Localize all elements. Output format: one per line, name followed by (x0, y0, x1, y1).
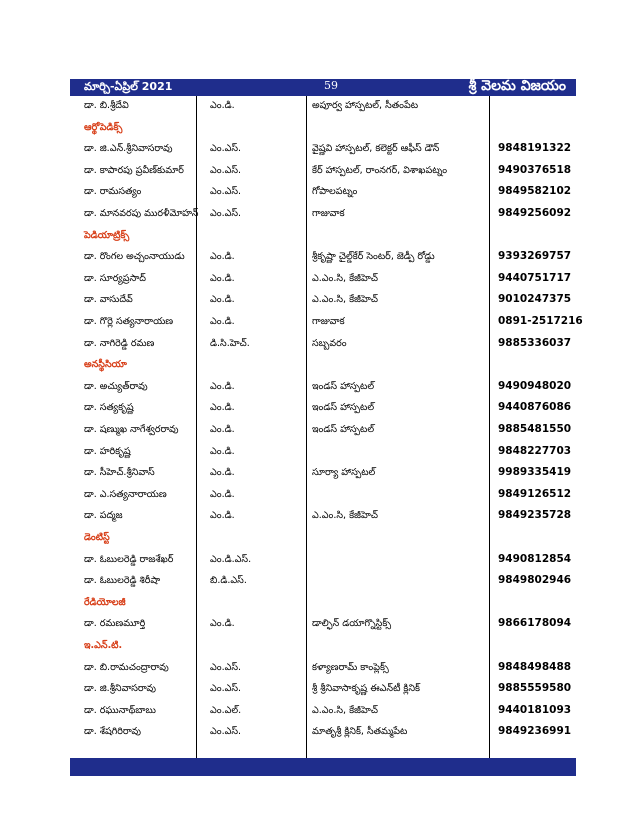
table-row (70, 679, 576, 701)
doctor-hospital: ఎ.ఎం.సి, కేజీహెచ్ (312, 294, 379, 306)
doctor-name: డా. రామసత్యం (84, 186, 142, 198)
doctor-phone: 9849126512 (498, 487, 572, 500)
doctor-name: డా. సత్యకృష్ణ (84, 402, 134, 414)
doctor-degree: ఎం.డి. (210, 272, 235, 284)
doctor-phone: 9849802946 (498, 574, 572, 587)
doctor-degree: ఎం.ఎస్. (210, 726, 242, 738)
doctor-name: డా. రొంగల అచ్చంనాయుడు (84, 251, 185, 263)
doctor-phone: 9866178094 (498, 617, 572, 630)
table-row (70, 722, 576, 744)
doctor-degree: ఎం.డి. (210, 316, 235, 327)
doctor-phone: 9849582102 (498, 185, 572, 198)
doctor-hospital: శ్రీకృష్ణా చైల్డ్‌కేర్ సెంటర్, జెడ్పీ రోడ్డు (312, 251, 435, 263)
doctor-phone: 9848191322 (498, 142, 572, 155)
doctor-hospital: మాతృశ్రీ క్లినిక్, సీతమ్మపేట (312, 726, 408, 738)
doctor-hospital: ఎ.ఎం.సి, కేజీహెచ్ (312, 272, 379, 284)
doctor-name: డా. బి.రామచంద్రారావు (84, 661, 169, 673)
doctor-name: డా. రమణమూర్తి (84, 618, 146, 630)
table-row (70, 334, 576, 356)
doctor-degree: ఎం.ఎస్. (210, 208, 242, 219)
table-row (70, 398, 576, 420)
magazine-title: శ్రీ వెలమ విజయం (468, 78, 566, 94)
doctor-degree: ఎం.డి. (210, 251, 235, 263)
table-row (70, 420, 576, 442)
table-row (70, 571, 576, 593)
section-title: రేడియోలజీ (84, 596, 126, 608)
doctor-phone: 9885481550 (498, 423, 572, 435)
table-row (70, 506, 576, 528)
doctor-degree: డి.సి.హెచ్. (210, 337, 250, 349)
doctor-phone: 9849236991 (498, 725, 572, 738)
doctor-hospital: సబ్బవరం (312, 337, 347, 349)
doctor-degree: ఎం.డి. (210, 618, 235, 630)
doctor-name: డా. పద్మజ (84, 510, 123, 522)
doctor-phone: 9490812854 (498, 552, 572, 565)
page-number: 59 (324, 79, 338, 92)
table-row (70, 139, 576, 161)
table-row (70, 614, 576, 636)
doctor-hospital: సూర్యా హాస్పటల్ (312, 467, 376, 479)
section-heading-row (70, 636, 576, 658)
doctor-degree: ఎం.ఎస్. (210, 683, 242, 695)
doctor-name: డా. మానవరపు మురళీమోహన్ (84, 208, 199, 219)
doctor-name: డా. జి.శ్రీనివాసరావు (84, 683, 157, 695)
doctor-degree: ఎం.డి. (210, 488, 235, 500)
doctor-degree: బి.డి.ఎస్. (210, 575, 247, 587)
doctor-name: డా. గొర్లె సత్యనారాయణ (84, 316, 174, 327)
doctor-name: డా. షణ్ముఖ నాగేశ్వరరావు (84, 424, 179, 435)
doctor-hospital: డాల్ఫిన్ డయాగ్నొస్టిక్స్ (312, 618, 392, 630)
table-row (70, 463, 576, 485)
doctor-name: డా. కాపారపు ప్రవీణ్‌కుమార్ (84, 164, 184, 176)
doctor-phone: 9393269757 (498, 250, 572, 263)
section-title: ఇ.ఎన్.టి. (84, 640, 123, 651)
doctor-phone: 9440751717 (498, 271, 572, 284)
doctor-phone: 9490948020 (498, 379, 572, 392)
table-row (70, 247, 576, 269)
doctor-hospital: కళ్యాణరామ్ కాంప్లెక్స్ (312, 661, 389, 673)
doctor-name: డా. శేషగిరిరావు (84, 726, 141, 738)
doctor-hospital: వైష్ణవి హాస్పటల్, కలెక్టర్ ఆఫీస్ డౌన్ (312, 143, 440, 155)
page-footer (70, 758, 576, 776)
doctor-hospital: ఇండస్ హాస్పటల్ (312, 380, 375, 392)
table-row (70, 161, 576, 183)
section-title: పెడియాట్రిక్స్ (84, 229, 130, 241)
doctor-hospital: అపూర్వ హాస్పటల్, సీతంపేట (312, 100, 419, 111)
doctor-name: డా. ఓబులరెడ్డి శిరీషా (84, 575, 161, 587)
doctor-degree: ఎం.డి.ఎస్. (210, 553, 252, 565)
doctor-phone: 9848227703 (498, 444, 572, 457)
doctor-degree: ఎం.డి. (210, 100, 235, 111)
doctor-name: డా. నాగిరెడ్డి రమణ (84, 337, 155, 349)
section-heading-row (70, 355, 576, 377)
doctor-name: డా. ఎ.సత్యనారాయణ (84, 488, 167, 500)
section-title: డెంటిస్ట్ (84, 532, 110, 543)
section-heading-row (70, 593, 576, 615)
doctor-degree: ఎం.ఎస్. (210, 661, 242, 673)
doctor-name: డా. ఓబులరెడ్డి రాజశేఖర్ (84, 553, 174, 565)
page-header (70, 79, 576, 96)
doctor-hospital: కేర్ హాస్పటల్, రాంనగర్, విశాఖపట్నం (312, 164, 448, 176)
doctor-phone: 0891-2517216 (498, 315, 583, 327)
section-heading-row (70, 528, 576, 550)
table-row (70, 269, 576, 291)
doctor-hospital: ఎ.ఎం.సి, కేజీహెచ్ (312, 704, 379, 716)
doctor-hospital: గాజువాక (312, 316, 345, 327)
doctor-phone: 9848498488 (498, 660, 572, 673)
section-heading-row (70, 118, 576, 140)
doctor-phone: 9849256092 (498, 207, 572, 219)
table-row (70, 204, 576, 226)
doctor-hospital: ఎ.ఎం.సి, కేజీహెచ్ (312, 510, 379, 522)
doctor-hospital: గోపాలపట్నం (312, 186, 358, 198)
doctor-degree: ఎం.ఎస్. (210, 186, 242, 198)
doctor-degree: ఎం.డి. (210, 424, 235, 435)
doctor-phone: 9885559580 (498, 682, 572, 695)
table-row (70, 182, 576, 204)
directory-page (70, 78, 583, 776)
table-row (70, 485, 576, 507)
doctor-degree: ఎం.డి. (210, 445, 235, 457)
doctor-name: డా. జి.ఎన్.శ్రీనివాసరావు (84, 143, 173, 155)
issue-date: మార్చి-ఏప్రిల్ 2021 (84, 80, 173, 93)
doctor-name: డా. వాసుదేవ్ (84, 294, 133, 306)
doctor-name: డా. హరికృష్ణ (84, 445, 131, 457)
doctor-degree: ఎం.డి. (210, 294, 235, 306)
table-row (70, 96, 576, 118)
table-row (70, 658, 576, 680)
doctor-degree: ఎం.ఎస్. (210, 164, 242, 176)
doctor-name: డా. అచ్యుత్‌రావు (84, 380, 148, 392)
section-heading-row (70, 226, 576, 248)
table-row (70, 312, 583, 334)
doctor-phone: 9440876086 (498, 401, 572, 414)
doctor-name: డా. సూర్యప్రసాద్ (84, 272, 146, 284)
section-title: ఆర్థోపెడిక్స్ (84, 121, 123, 133)
doctor-phone: 9010247375 (498, 293, 572, 306)
doctor-phone: 9490376518 (498, 163, 572, 176)
table-row (70, 290, 576, 312)
doctor-degree: ఎం.ఎస్. (210, 143, 242, 155)
doctor-phone: 9849235728 (498, 509, 572, 522)
section-title: అనస్థీసియా (84, 359, 127, 371)
table-row (70, 550, 576, 572)
table-row (70, 377, 576, 399)
table-row (70, 442, 576, 464)
doctor-hospital: శ్రీ శ్రీనివాసాకృష్ణ ఈఎన్‌టీ క్లినిక్ (312, 683, 421, 695)
doctor-degree: ఎం.ఎల్. (210, 704, 242, 716)
doctor-hospital: ఇండస్ హాస్పటల్ (312, 402, 375, 414)
doctor-directory-table (70, 96, 583, 758)
doctor-phone: 9440181093 (498, 703, 572, 716)
doctor-phone: 9989335419 (498, 466, 572, 479)
doctor-degree: ఎం.డి. (210, 467, 235, 479)
doctor-degree: ఎం.డి. (210, 380, 235, 392)
table-row (70, 701, 576, 723)
doctor-name: డా. రఘునాథ్‌బాబు (84, 704, 156, 716)
doctor-name: డా. బి.శ్రీదేవి (84, 100, 129, 111)
doctor-phone: 9885336037 (498, 336, 572, 349)
doctor-name: డా. సీహెచ్.శ్రీనివాస్ (84, 467, 155, 479)
doctor-degree: ఎం.డి. (210, 510, 235, 522)
doctor-degree: ఎం.డి. (210, 402, 235, 414)
doctor-hospital: గాజువాక (312, 208, 345, 219)
doctor-hospital: ఇండస్ హాస్పటల్ (312, 424, 375, 435)
